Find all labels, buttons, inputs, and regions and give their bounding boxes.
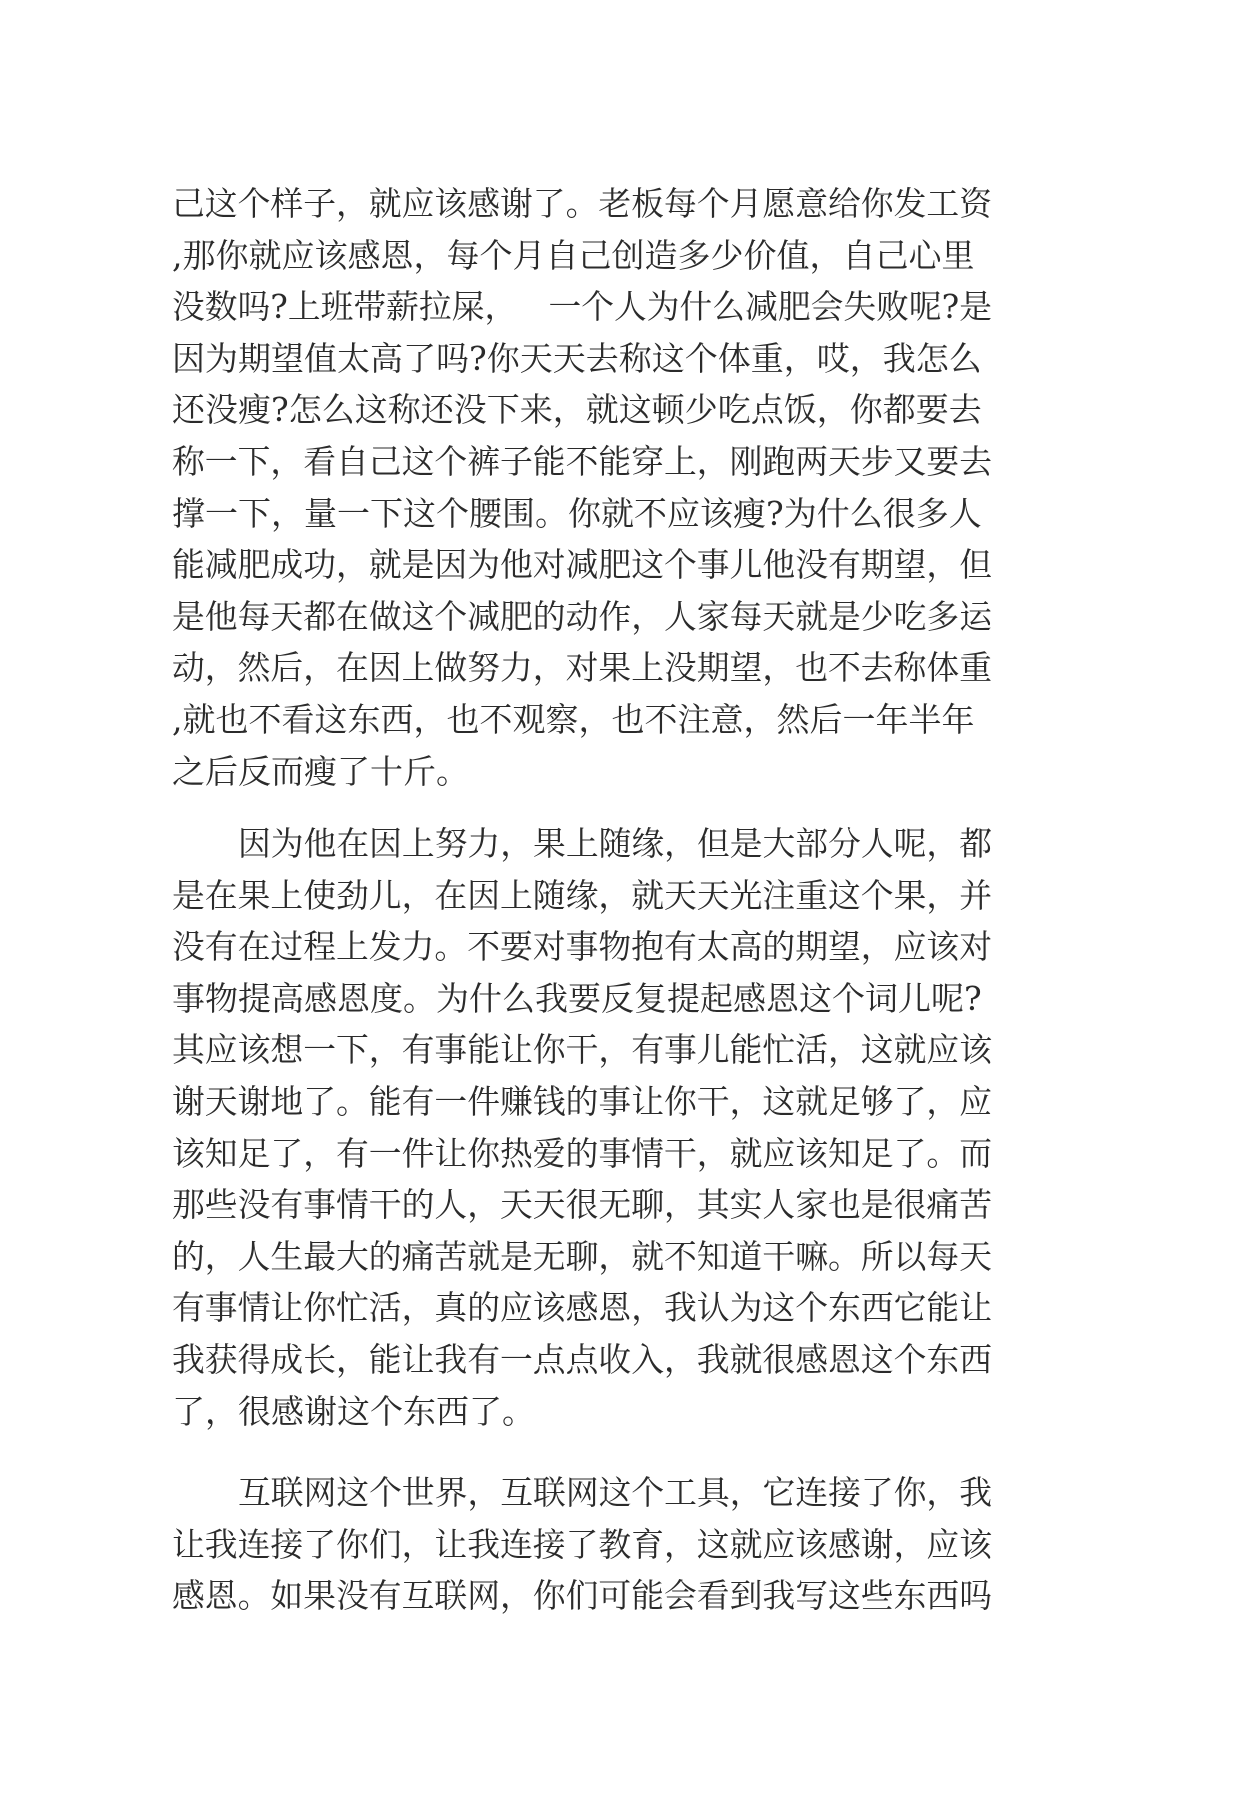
text-line: 是他每天都在做这个减肥的动作，人家每天就是少吃多运: [172, 596, 992, 636]
text-line: 能减肥成功，就是因为他对减肥这个事儿他没有期望，但: [172, 545, 992, 585]
paragraph-2: [172, 818, 992, 1437]
text-line: 让我连接了你们，让我连接了教育，这就应该感谢，应该: [172, 1524, 992, 1564]
text-line: 称一下，看自己这个裤子能不能穿上，刚跑两天步又要去: [172, 441, 992, 481]
paragraph-3: [172, 1467, 992, 1622]
text-line: 我获得成长，能让我有一点点收入，我就很感恩这个东西: [172, 1339, 992, 1379]
text-line: 因为他在因上努力，果上随缘，但是大部分人呢，都: [238, 824, 992, 863]
text-line: 没数吗?上班带薪拉屎， 一个人为什么减肥会失败呢?是: [172, 287, 992, 327]
text-line: ,那你就应该感恩，每个月自己创造多少价值，自己心里: [172, 235, 975, 275]
text-line: 事物提高感恩度。为什么我要反复提起感恩这个词儿呢?: [172, 978, 982, 1018]
text-line: 还没瘦?怎么这称还没下来，就这顿少吃点饭，你都要去: [172, 390, 982, 430]
text-line: 那些没有事情干的人，天天很无聊，其实人家也是很痛苦: [172, 1185, 992, 1225]
text-line: 感恩。如果没有互联网，你们可能会看到我写这些东西吗: [172, 1576, 992, 1616]
text-line: 己这个样子，就应该感谢了。老板每个月愿意给你发工资: [172, 184, 992, 223]
text-line: 的，人生最大的痛苦就是无聊，就不知道干嘛。所以每天: [172, 1236, 992, 1276]
paragraph-1: [172, 178, 992, 797]
text-line: 有事情让你忙活，真的应该感恩，我认为这个东西它能让: [172, 1288, 992, 1328]
text-line: 谢天谢地了。能有一件赚钱的事让你干，这就足够了，应: [172, 1081, 992, 1121]
text-line: 没有在过程上发力。不要对事物抱有太高的期望，应该对: [172, 927, 992, 967]
text-line: 动，然后，在因上做努力，对果上没期望，也不去称体重: [172, 648, 992, 688]
text-line: 该知足了，有一件让你热爱的事情干，就应该知足了。而: [172, 1133, 992, 1173]
text-line: 其应该想一下，有事能让你干，有事儿能忙活，这就应该: [172, 1030, 992, 1070]
text-line: 因为期望值太高了吗?你天天去称这个体重，哎，我怎么: [172, 338, 982, 378]
text-line: 互联网这个世界，互联网这个工具，它连接了你，我: [238, 1473, 992, 1512]
text-line: 撑一下，量一下这个腰围。你就不应该瘦?为什么很多人: [172, 493, 982, 533]
text-line: 之后反而瘦了十斤。: [172, 751, 469, 791]
text-line: ,就也不看这东西，也不观察，也不注意，然后一年半年: [172, 699, 975, 739]
text-line: 了，很感谢这个东西了。: [172, 1391, 535, 1431]
text-line: 是在果上使劲儿，在因上随缘，就天天光注重这个果，并: [172, 875, 992, 915]
